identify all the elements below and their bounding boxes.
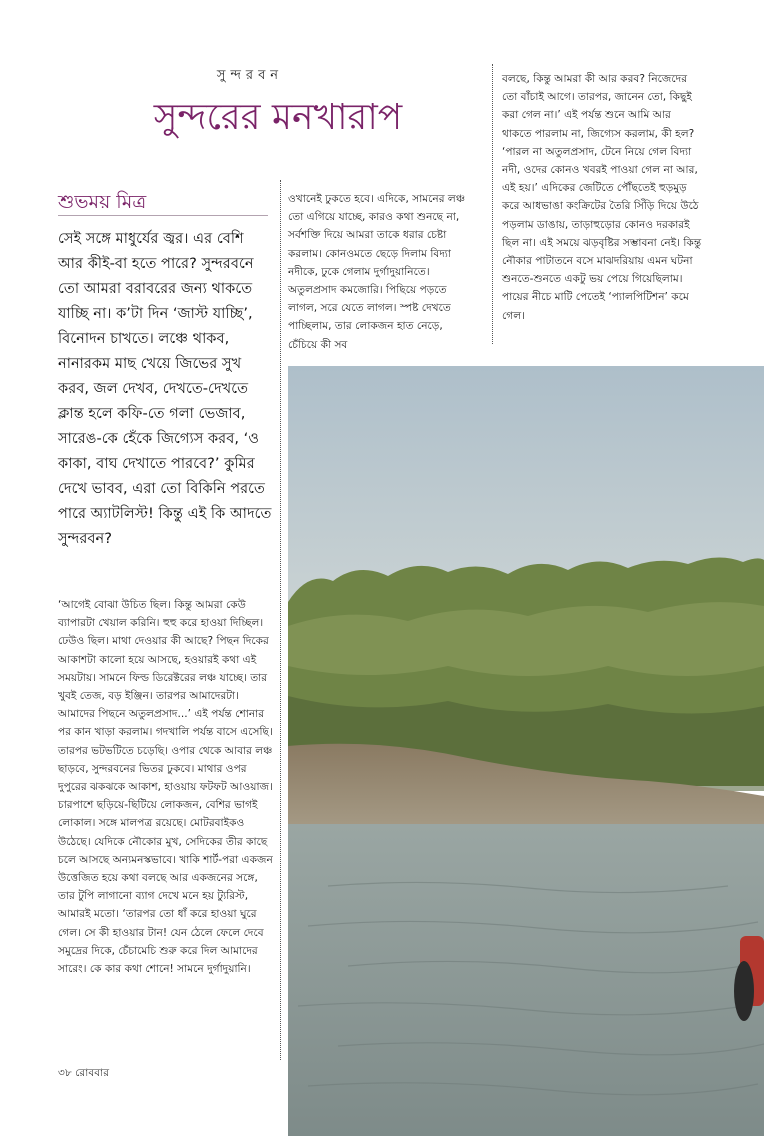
body-column-left: ‘আগেই বোঝা উচিত ছিল। কিন্তু আমরা কেউ ব্যাপারটা খেয়াল করিনি। হুহু করে হাওয়া দিচ্ছিল। ঢেউও ছিল। মাথা দেওয়ার কী আছে? পিছন দিকের আকাশটা কালো হয়ে আসছে, হওয়ারই কথা এই সময়টায়। সামনে ফিল্ড ডিরেক্টরের লঞ্চ যাচ্ছে। তার খুবই তেজ, বড় ইঞ্জিন। তারপর আমাদেরটা। আমাদের পিছনে অতুলপ্রসাদ...’ এই পর্যন্ত শোনার পর কান খাড়া করলাম। গদখালি পর্যন্ত বাসে এসেছি। তারপর ভটভটিতে চড়েছি। ওপার থেকে আবার লঞ্চ ছাড়বে, সুন্দরবনের ভিতর ঢুকবে। মাথার ওপর দুপুরের ঝকঝকে আকাশ, হাওয়ায় ফটফট আওয়াজ। চারপাশে ছড়িয়ে-ছিটিয়ে লোকজন, বেশির ভাগই লোকাল। সঙ্গে মালপত্র রয়েছে। মোটরবাইকও উঠেছে। যেদিকে নৌকোর মুখ, সেদিকের তীর কাছে চলে আসছে অন্যমনস্কভাবে। খাকি শার্ট-পরা একজন উত্তেজিত হয়ে কথা বলছে আর একজনের সঙ্গে, তার টুপি লাগানো ব্যাগ দেখে মনে হয় ট্যুরিস্ট, আমারই মতো। ‘তারপর তো ধাঁ করে হাওয়া ঘুরে গেল। সে কী হাওয়ার টান! যেন ঠেলে ফেলে দেবে সমুদ্রের দিকে, চেঁচামেচি শুরু করে দিল আমাদের সারেং। কে কার কথা শোনে! সামনে দুর্গাদুয়ানি।: [58, 599, 273, 976]
lede-paragraph: সেই সঙ্গে মাধুর্যের জ্বর। এর বেশি আর কীই-বা হতে পারে? সুন্দরবনে তো আমরা বরাবরের জন্য থাকতে যাচ্ছি না। ক’টা দিন ‘জাস্ট যাচ্ছি’, বিনোদন চাখতে। লঞ্চে থাকব, নানারকম মাছ খেয়ে জিভের সুখ করব, জল দেখব, দেখতে-দেখতে ক্লান্ত হলে কফি-তে গলা ভেজাব, সারেঙ-কে হেঁকে জিগ্যেস করব, ‘ও কাকা, বাঘ দেখাতে পারবে?’ কুমির দেখে ভাবব, এরা তো বিকিনি পরতে পারে অ্যাটলিস্ট! কিন্তু এই কি আদতে সুন্দরবন?: [58, 230, 272, 547]
headline: সুন্দরের মনখারাপ: [153, 97, 403, 138]
column-divider: [492, 64, 493, 344]
page-folio: ৩৮ রোববার: [58, 1067, 110, 1079]
body-column-middle: ওখানেই ঢুকতে হবে। এদিকে, সামনের লঞ্চ তো এগিয়ে যাচ্ছে, কারও কথা শুনছে না, সর্বশক্তি দিয়ে আমরা তাকে ধরার চেষ্টা করলাম। কোনওমতে ছেড়ে দিলাম বিদ্যা নদীকে, ঢুকে গেলাম দুর্গাদুয়ানিতে। অতুলপ্রসাদ কমজোরি। পিছিয়ে পড়তে লাগল, সরে যেতে লাগল। স্পষ্ট দেখতে পাচ্ছিলাম, তার লোকজন হাত নেড়ে, চেঁচিয়ে কী সব: [288, 193, 466, 351]
body-column-right: বলছে, কিন্তু আমরা কী আর করব? নিজেদের তো বাঁচাই আগে। তারপর, জানেন তো, কিছুই করা গেল না।’ এই পর্যন্ত শুনে আমি আর থাকতে পারলাম না, জিগ্যেস করলাম, কী হল? ‘পারল না অতুলপ্রসাদ, টেনে নিয়ে গেল বিদ্যা নদী, ওদের কোনও খবরই পাওয়া গেল না আর, এই হয়।’ এদিকের জেটিতে পৌঁছতেই হুড়মুড় করে আধভাঙা কংক্রিটের তৈরি সিঁড়ি দিয়ে উঠে পড়লাম ডাঙায়, তাড়াহুড়োর কোনও দরকারই ছিল না। এই সময়ে ঝড়বৃষ্টির সম্ভাবনা নেই। কিন্তু নৌকার পাটাতনে বসে মাঝদরিয়ায় এমন ঘটনা শুনতে-শুনতে একটু ভয় পেয়ে গিয়েছিলাম। পায়ের নীচে মাটি পেতেই ‘প্যালপিটিশন’ কমে গেল।: [502, 73, 702, 322]
mangrove-river-photo: [288, 366, 764, 1136]
section-label: সুন্দরবন: [216, 68, 284, 83]
river: [288, 824, 764, 1136]
byline: শুভময় মিত্র: [58, 191, 147, 213]
column-divider: [280, 180, 281, 1060]
byline-divider: [58, 215, 268, 216]
